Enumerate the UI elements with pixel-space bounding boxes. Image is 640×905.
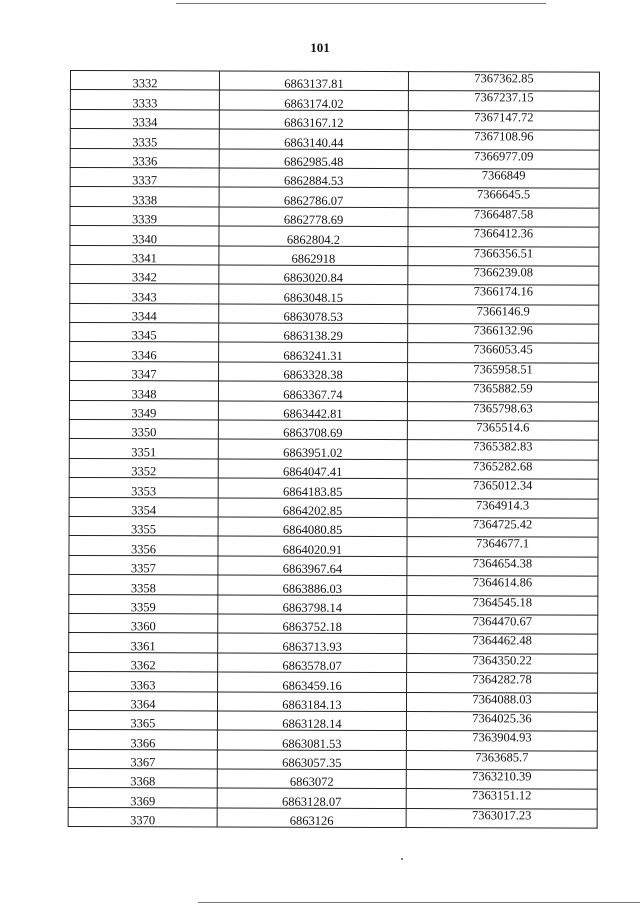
y-coordinate-cell: 7363685.7 bbox=[406, 750, 597, 770]
x-coordinate-cell: 6863798.14 bbox=[218, 595, 407, 615]
y-coordinate-cell: 7363904.93 bbox=[406, 731, 597, 751]
x-coordinate-cell: 6864202.85 bbox=[218, 498, 407, 518]
point-number-cell: 3354 bbox=[69, 497, 218, 517]
y-coordinate-cell: 7363151.12 bbox=[406, 789, 597, 809]
table-row bbox=[69, 652, 598, 673]
table-row bbox=[69, 497, 598, 518]
x-coordinate-cell: 6863713.93 bbox=[218, 633, 407, 653]
y-coordinate-cell: 7366977.09 bbox=[408, 149, 599, 169]
y-coordinate-cell: 7364025.36 bbox=[406, 711, 597, 731]
y-coordinate-cell: 7367147.72 bbox=[408, 110, 599, 130]
x-coordinate-cell: 6863138.29 bbox=[219, 323, 408, 343]
table-row bbox=[69, 478, 598, 499]
table-row bbox=[68, 710, 597, 731]
point-number-cell: 3343 bbox=[70, 284, 219, 304]
table-row bbox=[70, 90, 599, 111]
table-row bbox=[69, 420, 598, 441]
point-number-cell: 3342 bbox=[70, 264, 219, 284]
x-coordinate-cell: 6864080.85 bbox=[218, 517, 407, 537]
y-coordinate-cell: 7366412.36 bbox=[408, 227, 599, 247]
y-coordinate-cell: 7364654.38 bbox=[407, 556, 598, 576]
point-number-cell: 3365 bbox=[68, 710, 217, 730]
table-row bbox=[68, 691, 597, 712]
point-number-cell: 3367 bbox=[68, 749, 217, 769]
x-coordinate-cell: 6862778.69 bbox=[219, 207, 408, 227]
table-row bbox=[70, 167, 599, 188]
y-coordinate-cell: 7364282.78 bbox=[407, 673, 598, 693]
x-coordinate-cell: 6862985.48 bbox=[219, 149, 408, 169]
point-number-cell: 3338 bbox=[70, 187, 219, 207]
y-coordinate-cell: 7365382.83 bbox=[407, 440, 598, 460]
x-coordinate-cell: 6863020.84 bbox=[219, 265, 408, 285]
y-coordinate-cell: 7364545.18 bbox=[407, 595, 598, 615]
y-coordinate-cell: 7364462.48 bbox=[407, 634, 598, 654]
y-coordinate-cell: 7366132.96 bbox=[408, 324, 599, 344]
table-row bbox=[69, 672, 598, 693]
point-number-cell: 3341 bbox=[70, 245, 219, 265]
x-coordinate-cell: 6863072 bbox=[217, 769, 406, 789]
point-number-cell: 3364 bbox=[68, 691, 217, 711]
point-number-cell: 3352 bbox=[69, 458, 218, 478]
table-row bbox=[68, 807, 597, 828]
point-number-cell: 3334 bbox=[70, 109, 219, 129]
y-coordinate-cell: 7366053.45 bbox=[408, 343, 599, 363]
x-coordinate-cell: 6864183.85 bbox=[218, 478, 407, 498]
x-coordinate-cell: 6862918 bbox=[219, 245, 408, 265]
x-coordinate-cell: 6863951.02 bbox=[218, 439, 407, 459]
x-coordinate-cell: 6863328.38 bbox=[219, 362, 408, 382]
y-coordinate-cell: 7363210.39 bbox=[406, 770, 597, 790]
point-number-cell: 3335 bbox=[70, 129, 219, 149]
table-row bbox=[70, 71, 599, 92]
y-coordinate-cell: 7366849 bbox=[408, 169, 599, 189]
point-number-cell: 3357 bbox=[69, 555, 218, 575]
point-number-cell: 3359 bbox=[69, 594, 218, 614]
point-number-cell: 3360 bbox=[69, 613, 218, 633]
x-coordinate-cell: 6862786.07 bbox=[219, 187, 408, 207]
y-coordinate-cell: 7364350.22 bbox=[407, 653, 598, 673]
point-number-cell: 3358 bbox=[69, 575, 218, 595]
point-number-cell: 3348 bbox=[69, 381, 218, 401]
table-row bbox=[68, 788, 597, 809]
x-coordinate-cell: 6863708.69 bbox=[218, 420, 407, 440]
point-number-cell: 3361 bbox=[69, 633, 218, 653]
table-row bbox=[69, 458, 598, 479]
point-number-cell: 3349 bbox=[69, 400, 218, 420]
point-number-cell: 3362 bbox=[69, 652, 218, 672]
x-coordinate-cell: 6863967.64 bbox=[218, 556, 407, 576]
point-number-cell: 3353 bbox=[69, 478, 218, 498]
table-row bbox=[68, 730, 597, 751]
y-coordinate-cell: 7364677.1 bbox=[407, 537, 598, 557]
point-number-cell: 3340 bbox=[70, 226, 219, 246]
coordinates-table bbox=[68, 70, 600, 829]
point-number-cell: 3346 bbox=[70, 342, 219, 362]
y-coordinate-cell: 7367362.85 bbox=[408, 72, 599, 92]
point-number-cell: 3337 bbox=[70, 167, 219, 187]
table-row bbox=[70, 187, 599, 208]
y-coordinate-cell: 7364614.86 bbox=[407, 576, 598, 596]
point-number-cell: 3363 bbox=[69, 672, 218, 692]
table-row bbox=[69, 516, 598, 537]
table-row bbox=[70, 109, 599, 130]
table-row bbox=[69, 555, 598, 576]
point-number-cell: 3356 bbox=[69, 536, 218, 556]
table-row bbox=[70, 264, 599, 285]
table-row bbox=[70, 323, 599, 344]
x-coordinate-cell: 6863128.14 bbox=[217, 711, 406, 731]
y-coordinate-cell: 7366239.08 bbox=[408, 265, 599, 285]
point-number-cell: 3355 bbox=[69, 516, 218, 536]
x-coordinate-cell: 6862884.53 bbox=[219, 168, 408, 188]
x-coordinate-cell: 6863167.12 bbox=[219, 110, 408, 130]
x-coordinate-cell: 6863184.13 bbox=[217, 691, 406, 711]
point-number-cell: 3347 bbox=[70, 361, 219, 381]
x-coordinate-cell: 6863057.35 bbox=[217, 750, 406, 770]
y-coordinate-cell: 7364914.3 bbox=[407, 498, 598, 518]
y-coordinate-cell: 7365514.6 bbox=[407, 421, 598, 441]
y-coordinate-cell: 7364088.03 bbox=[406, 692, 597, 712]
y-coordinate-cell: 7366645.5 bbox=[408, 188, 599, 208]
point-number-cell: 3339 bbox=[70, 206, 219, 226]
point-number-cell: 3344 bbox=[70, 303, 219, 323]
x-coordinate-cell: 6863081.53 bbox=[217, 730, 406, 750]
x-coordinate-cell: 6863048.15 bbox=[219, 284, 408, 304]
x-coordinate-cell: 6863174.02 bbox=[219, 90, 408, 110]
y-coordinate-cell: 7364725.42 bbox=[407, 518, 598, 538]
scan-speck bbox=[401, 858, 403, 860]
point-number-cell: 3332 bbox=[70, 71, 219, 91]
table-row bbox=[69, 613, 598, 634]
y-coordinate-cell: 7366146.9 bbox=[408, 304, 599, 324]
point-number-cell: 3350 bbox=[69, 420, 218, 440]
x-coordinate-cell: 6863752.18 bbox=[218, 614, 407, 634]
point-number-cell: 3366 bbox=[68, 730, 217, 750]
point-number-cell: 3370 bbox=[68, 807, 217, 827]
y-coordinate-cell: 7365012.34 bbox=[407, 479, 598, 499]
table-row bbox=[70, 361, 599, 382]
table-row bbox=[69, 381, 598, 402]
page-number: 101 bbox=[310, 40, 330, 55]
y-coordinate-cell: 7366487.58 bbox=[408, 207, 599, 227]
table-row bbox=[69, 400, 598, 421]
x-coordinate-cell: 6864047.41 bbox=[218, 459, 407, 479]
y-coordinate-cell: 7365882.59 bbox=[407, 382, 598, 402]
point-number-cell: 3369 bbox=[68, 788, 217, 808]
table-row bbox=[70, 226, 599, 247]
table-row bbox=[70, 129, 599, 150]
y-coordinate-cell: 7367237.15 bbox=[408, 91, 599, 111]
x-coordinate-cell: 6863140.44 bbox=[219, 129, 408, 149]
x-coordinate-cell: 6863137.81 bbox=[219, 71, 408, 91]
table-row bbox=[68, 749, 597, 770]
point-number-cell: 3333 bbox=[70, 90, 219, 110]
coordinates-table-body bbox=[68, 71, 599, 829]
y-coordinate-cell: 7365282.68 bbox=[407, 459, 598, 479]
table-row bbox=[70, 206, 599, 227]
y-coordinate-cell: 7365958.51 bbox=[408, 362, 599, 382]
table-row bbox=[68, 769, 597, 790]
table-row bbox=[69, 594, 598, 615]
top-scan-rule bbox=[176, 3, 546, 4]
y-coordinate-cell: 7366356.51 bbox=[408, 246, 599, 266]
point-number-cell: 3351 bbox=[69, 439, 218, 459]
table-row bbox=[69, 575, 598, 596]
point-number-cell: 3368 bbox=[68, 769, 217, 789]
table-row bbox=[69, 439, 598, 460]
y-coordinate-cell: 7366174.16 bbox=[408, 285, 599, 305]
point-number-cell: 3345 bbox=[70, 323, 219, 343]
table-row bbox=[70, 245, 599, 266]
table-row bbox=[70, 148, 599, 169]
x-coordinate-cell: 6863241.31 bbox=[219, 342, 408, 362]
table-row bbox=[70, 284, 599, 305]
x-coordinate-cell: 6863578.07 bbox=[218, 653, 407, 673]
table-row bbox=[69, 633, 598, 654]
x-coordinate-cell: 6863886.03 bbox=[218, 575, 407, 595]
x-coordinate-cell: 6863442.81 bbox=[218, 401, 407, 421]
x-coordinate-cell: 6862804.2 bbox=[219, 226, 408, 246]
x-coordinate-cell: 6863459.16 bbox=[218, 672, 407, 692]
y-coordinate-cell: 7367108.96 bbox=[408, 130, 599, 150]
table-row bbox=[69, 536, 598, 557]
y-coordinate-cell: 7364470.67 bbox=[407, 614, 598, 634]
table-row bbox=[70, 342, 599, 363]
y-coordinate-cell: 7363017.23 bbox=[406, 808, 597, 828]
x-coordinate-cell: 6863367.74 bbox=[218, 381, 407, 401]
bottom-scan-rule bbox=[198, 902, 640, 903]
x-coordinate-cell: 6863128.07 bbox=[217, 788, 406, 808]
table-row bbox=[70, 303, 599, 324]
x-coordinate-cell: 6863126 bbox=[217, 808, 406, 828]
x-coordinate-cell: 6863078.53 bbox=[219, 304, 408, 324]
y-coordinate-cell: 7365798.63 bbox=[407, 401, 598, 421]
point-number-cell: 3336 bbox=[70, 148, 219, 168]
x-coordinate-cell: 6864020.91 bbox=[218, 536, 407, 556]
